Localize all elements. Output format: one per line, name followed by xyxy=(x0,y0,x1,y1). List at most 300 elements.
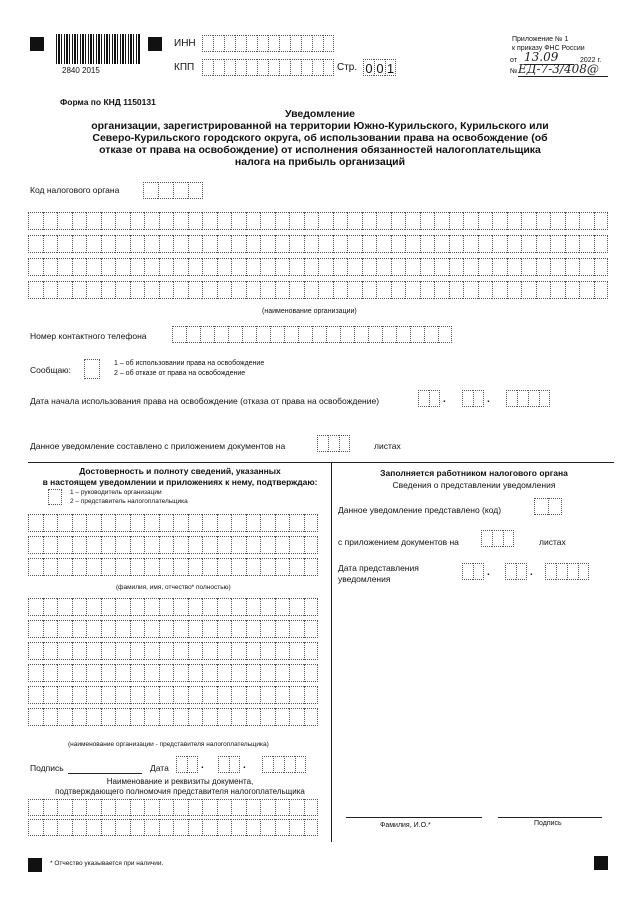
char-cell[interactable] xyxy=(86,686,101,704)
char-cell[interactable] xyxy=(86,536,101,554)
char-cell[interactable] xyxy=(43,708,58,726)
char-cell[interactable] xyxy=(242,326,256,343)
sign-date-month[interactable] xyxy=(218,756,240,773)
char-cell[interactable] xyxy=(86,598,101,616)
char-cell[interactable] xyxy=(159,258,174,276)
char-cell[interactable] xyxy=(188,620,203,638)
char-cell[interactable] xyxy=(115,598,130,616)
char-cell[interactable] xyxy=(28,819,43,836)
char-cell[interactable] xyxy=(275,598,290,616)
char-cell[interactable] xyxy=(231,620,246,638)
char-cell[interactable] xyxy=(304,819,319,836)
char-cell[interactable] xyxy=(246,212,261,230)
char-cell[interactable] xyxy=(347,281,362,299)
char-cell[interactable] xyxy=(289,686,304,704)
char-cell[interactable] xyxy=(86,212,101,230)
char-cell[interactable] xyxy=(188,799,203,816)
char-cell[interactable] xyxy=(289,212,304,230)
inn-field[interactable] xyxy=(202,35,334,52)
char-cell[interactable] xyxy=(391,258,406,276)
char-cell[interactable] xyxy=(43,664,58,682)
char-cell[interactable] xyxy=(420,258,435,276)
char-cell[interactable] xyxy=(159,536,174,554)
char-cell[interactable] xyxy=(438,326,452,343)
char-cell[interactable] xyxy=(144,686,159,704)
char-cell[interactable] xyxy=(173,620,188,638)
char-cell[interactable] xyxy=(159,642,174,660)
cell-row[interactable] xyxy=(28,799,318,816)
char-cell[interactable] xyxy=(72,642,87,660)
char-cell[interactable] xyxy=(507,281,522,299)
char-cell[interactable] xyxy=(217,281,232,299)
cell-row[interactable] xyxy=(28,819,318,836)
char-cell[interactable] xyxy=(521,212,536,230)
char-cell[interactable] xyxy=(115,708,130,726)
char-cell[interactable] xyxy=(101,686,116,704)
char-cell[interactable] xyxy=(188,212,203,230)
char-cell[interactable] xyxy=(188,642,203,660)
char-cell[interactable] xyxy=(86,642,101,660)
char-cell[interactable] xyxy=(565,258,580,276)
char-cell[interactable] xyxy=(217,708,232,726)
char-cell[interactable] xyxy=(463,212,478,230)
char-cell[interactable] xyxy=(72,212,87,230)
char-cell[interactable] xyxy=(270,326,284,343)
char-cell[interactable] xyxy=(86,514,101,532)
phone-field[interactable] xyxy=(172,326,452,343)
char-cell[interactable] xyxy=(200,326,214,343)
char-cell[interactable] xyxy=(231,819,246,836)
char-cell[interactable] xyxy=(536,235,551,253)
char-cell[interactable] xyxy=(521,235,536,253)
char-cell[interactable] xyxy=(130,258,145,276)
char-cell[interactable] xyxy=(101,708,116,726)
char-cell[interactable] xyxy=(28,686,43,704)
char-cell[interactable] xyxy=(289,536,304,554)
char-cell[interactable] xyxy=(405,258,420,276)
char-cell[interactable] xyxy=(246,620,261,638)
char-cell[interactable] xyxy=(43,558,58,576)
char-cell[interactable] xyxy=(275,686,290,704)
char-cell[interactable] xyxy=(159,708,174,726)
char-cell[interactable] xyxy=(188,558,203,576)
char-cell[interactable] xyxy=(101,819,116,836)
cell-row[interactable] xyxy=(28,514,318,532)
char-cell[interactable] xyxy=(246,686,261,704)
char-cell[interactable] xyxy=(275,642,290,660)
char-cell[interactable] xyxy=(550,258,565,276)
char-cell[interactable] xyxy=(347,235,362,253)
char-cell[interactable] xyxy=(246,642,261,660)
char-cell[interactable] xyxy=(594,281,609,299)
char-cell[interactable] xyxy=(579,281,594,299)
char-cell[interactable] xyxy=(130,708,145,726)
char-cell[interactable] xyxy=(43,536,58,554)
cell-row[interactable] xyxy=(28,558,318,576)
char-cell[interactable] xyxy=(173,708,188,726)
char-cell[interactable] xyxy=(246,799,261,816)
char-cell[interactable] xyxy=(144,819,159,836)
char-cell[interactable] xyxy=(289,708,304,726)
char-cell[interactable] xyxy=(434,258,449,276)
char-cell[interactable] xyxy=(202,708,217,726)
submitted-code-field[interactable] xyxy=(534,498,562,515)
char-cell[interactable] xyxy=(57,686,72,704)
char-cell[interactable] xyxy=(101,642,116,660)
char-cell[interactable] xyxy=(115,536,130,554)
char-cell[interactable] xyxy=(43,281,58,299)
char-cell[interactable] xyxy=(202,664,217,682)
char-cell[interactable] xyxy=(130,819,145,836)
char-cell[interactable] xyxy=(478,281,493,299)
char-cell[interactable] xyxy=(28,708,43,726)
char-cell[interactable] xyxy=(231,558,246,576)
char-cell[interactable] xyxy=(376,212,391,230)
char-cell[interactable] xyxy=(130,620,145,638)
char-cell[interactable] xyxy=(217,799,232,816)
char-cell[interactable] xyxy=(217,819,232,836)
char-cell[interactable] xyxy=(275,536,290,554)
char-cell[interactable] xyxy=(354,326,368,343)
char-cell[interactable] xyxy=(333,258,348,276)
char-cell[interactable] xyxy=(188,514,203,532)
start-date-year[interactable] xyxy=(506,390,550,407)
char-cell[interactable] xyxy=(173,686,188,704)
char-cell[interactable] xyxy=(214,326,228,343)
char-cell[interactable] xyxy=(101,514,116,532)
char-cell[interactable] xyxy=(396,326,410,343)
char-cell[interactable] xyxy=(536,212,551,230)
char-cell[interactable] xyxy=(275,664,290,682)
char-cell[interactable] xyxy=(231,514,246,532)
char-cell[interactable] xyxy=(594,212,609,230)
char-cell[interactable] xyxy=(304,212,319,230)
char-cell[interactable] xyxy=(173,598,188,616)
char-cell[interactable] xyxy=(246,536,261,554)
char-cell[interactable] xyxy=(382,326,396,343)
char-cell[interactable] xyxy=(159,598,174,616)
char-cell[interactable] xyxy=(144,799,159,816)
char-cell[interactable] xyxy=(130,686,145,704)
char-cell[interactable] xyxy=(188,708,203,726)
char-cell[interactable] xyxy=(28,558,43,576)
char-cell[interactable] xyxy=(492,235,507,253)
char-cell[interactable] xyxy=(565,212,580,230)
char-cell[interactable] xyxy=(115,514,130,532)
char-cell[interactable] xyxy=(217,620,232,638)
char-cell[interactable] xyxy=(130,212,145,230)
char-cell[interactable] xyxy=(246,598,261,616)
char-cell[interactable] xyxy=(130,514,145,532)
char-cell[interactable] xyxy=(463,258,478,276)
char-cell[interactable] xyxy=(202,536,217,554)
char-cell[interactable] xyxy=(72,258,87,276)
char-cell[interactable] xyxy=(159,620,174,638)
char-cell[interactable] xyxy=(420,281,435,299)
char-cell[interactable] xyxy=(304,620,319,638)
char-cell[interactable] xyxy=(188,819,203,836)
kpp-field[interactable] xyxy=(202,59,334,76)
char-cell[interactable] xyxy=(376,281,391,299)
char-cell[interactable] xyxy=(43,620,58,638)
char-cell[interactable] xyxy=(478,212,493,230)
char-cell[interactable] xyxy=(217,235,232,253)
char-cell[interactable] xyxy=(405,212,420,230)
char-cell[interactable] xyxy=(173,514,188,532)
char-cell[interactable] xyxy=(246,664,261,682)
char-cell[interactable] xyxy=(130,598,145,616)
char-cell[interactable] xyxy=(318,281,333,299)
char-cell[interactable] xyxy=(144,235,159,253)
char-cell[interactable] xyxy=(57,212,72,230)
char-cell[interactable] xyxy=(57,642,72,660)
char-cell[interactable] xyxy=(86,799,101,816)
char-cell[interactable] xyxy=(101,235,116,253)
char-cell[interactable] xyxy=(434,281,449,299)
char-cell[interactable] xyxy=(318,258,333,276)
char-cell[interactable] xyxy=(550,212,565,230)
char-cell[interactable] xyxy=(289,235,304,253)
char-cell[interactable] xyxy=(260,514,275,532)
char-cell[interactable] xyxy=(159,281,174,299)
cell-row[interactable] xyxy=(28,620,318,638)
char-cell[interactable] xyxy=(565,235,580,253)
char-cell[interactable] xyxy=(304,598,319,616)
char-cell[interactable] xyxy=(57,281,72,299)
char-cell[interactable] xyxy=(275,819,290,836)
char-cell[interactable] xyxy=(28,536,43,554)
char-cell[interactable] xyxy=(130,799,145,816)
char-cell[interactable] xyxy=(594,235,609,253)
char-cell[interactable] xyxy=(275,212,290,230)
char-cell[interactable] xyxy=(115,281,130,299)
char-cell[interactable] xyxy=(217,514,232,532)
char-cell[interactable] xyxy=(536,281,551,299)
char-cell[interactable] xyxy=(188,686,203,704)
char-cell[interactable] xyxy=(275,558,290,576)
char-cell[interactable] xyxy=(492,258,507,276)
char-cell[interactable] xyxy=(246,281,261,299)
char-cell[interactable] xyxy=(260,642,275,660)
char-cell[interactable] xyxy=(86,620,101,638)
char-cell[interactable] xyxy=(463,235,478,253)
char-cell[interactable] xyxy=(478,235,493,253)
char-cell[interactable] xyxy=(449,281,464,299)
char-cell[interactable] xyxy=(144,558,159,576)
char-cell[interactable] xyxy=(28,642,43,660)
char-cell[interactable] xyxy=(159,664,174,682)
char-cell[interactable] xyxy=(231,642,246,660)
char-cell[interactable] xyxy=(86,258,101,276)
staff-name-line[interactable] xyxy=(346,817,482,818)
char-cell[interactable] xyxy=(246,819,261,836)
char-cell[interactable] xyxy=(289,514,304,532)
char-cell[interactable] xyxy=(318,235,333,253)
char-cell[interactable] xyxy=(449,212,464,230)
char-cell[interactable] xyxy=(202,620,217,638)
char-cell[interactable] xyxy=(347,258,362,276)
char-cell[interactable] xyxy=(333,212,348,230)
char-cell[interactable] xyxy=(368,326,382,343)
char-cell[interactable] xyxy=(86,819,101,836)
submission-date-day[interactable] xyxy=(462,563,484,580)
char-cell[interactable] xyxy=(43,799,58,816)
char-cell[interactable] xyxy=(246,258,261,276)
char-cell[interactable] xyxy=(312,326,326,343)
char-cell[interactable] xyxy=(246,514,261,532)
char-cell[interactable] xyxy=(57,620,72,638)
char-cell[interactable] xyxy=(231,212,246,230)
char-cell[interactable] xyxy=(202,686,217,704)
char-cell[interactable] xyxy=(86,708,101,726)
char-cell[interactable] xyxy=(579,258,594,276)
char-cell[interactable] xyxy=(188,598,203,616)
char-cell[interactable] xyxy=(362,235,377,253)
char-cell[interactable] xyxy=(159,819,174,836)
cell-row[interactable] xyxy=(28,258,608,276)
char-cell[interactable] xyxy=(275,799,290,816)
char-cell[interactable] xyxy=(202,799,217,816)
char-cell[interactable] xyxy=(376,235,391,253)
char-cell[interactable] xyxy=(101,558,116,576)
char-cell[interactable] xyxy=(173,258,188,276)
char-cell[interactable] xyxy=(434,235,449,253)
char-cell[interactable] xyxy=(304,281,319,299)
char-cell[interactable] xyxy=(304,514,319,532)
char-cell[interactable] xyxy=(217,686,232,704)
char-cell[interactable] xyxy=(57,664,72,682)
char-cell[interactable] xyxy=(202,212,217,230)
with-docs-sheets-field[interactable] xyxy=(481,530,514,547)
char-cell[interactable] xyxy=(28,212,43,230)
cell-row[interactable] xyxy=(28,536,318,554)
char-cell[interactable] xyxy=(391,281,406,299)
char-cell[interactable] xyxy=(115,664,130,682)
char-cell[interactable] xyxy=(173,799,188,816)
char-cell[interactable] xyxy=(86,558,101,576)
char-cell[interactable] xyxy=(231,281,246,299)
char-cell[interactable] xyxy=(144,258,159,276)
char-cell[interactable] xyxy=(115,799,130,816)
char-cell[interactable] xyxy=(256,326,270,343)
char-cell[interactable] xyxy=(260,664,275,682)
char-cell[interactable] xyxy=(217,212,232,230)
char-cell[interactable] xyxy=(159,212,174,230)
char-cell[interactable] xyxy=(101,281,116,299)
char-cell[interactable] xyxy=(298,326,312,343)
char-cell[interactable] xyxy=(72,819,87,836)
char-cell[interactable] xyxy=(72,664,87,682)
char-cell[interactable] xyxy=(57,558,72,576)
char-cell[interactable] xyxy=(217,642,232,660)
cell-row[interactable] xyxy=(28,598,318,616)
char-cell[interactable] xyxy=(594,258,609,276)
char-cell[interactable] xyxy=(202,514,217,532)
char-cell[interactable] xyxy=(550,235,565,253)
cell-row[interactable] xyxy=(28,664,318,682)
char-cell[interactable] xyxy=(231,258,246,276)
char-cell[interactable] xyxy=(260,799,275,816)
char-cell[interactable] xyxy=(275,620,290,638)
char-cell[interactable] xyxy=(260,819,275,836)
char-cell[interactable] xyxy=(43,212,58,230)
char-cell[interactable] xyxy=(173,212,188,230)
char-cell[interactable] xyxy=(376,258,391,276)
char-cell[interactable] xyxy=(304,708,319,726)
char-cell[interactable] xyxy=(173,664,188,682)
sign-date-year[interactable] xyxy=(262,756,306,773)
char-cell[interactable] xyxy=(101,799,116,816)
char-cell[interactable] xyxy=(391,235,406,253)
char-cell[interactable] xyxy=(289,799,304,816)
char-cell[interactable] xyxy=(333,235,348,253)
char-cell[interactable] xyxy=(550,281,565,299)
char-cell[interactable] xyxy=(144,642,159,660)
char-cell[interactable] xyxy=(275,514,290,532)
char-cell[interactable] xyxy=(260,258,275,276)
char-cell[interactable] xyxy=(28,258,43,276)
char-cell[interactable] xyxy=(57,708,72,726)
attachment-sheets-field[interactable] xyxy=(317,435,350,452)
tax-authority-code-field[interactable] xyxy=(143,182,203,199)
char-cell[interactable] xyxy=(101,258,116,276)
char-cell[interactable] xyxy=(172,326,186,343)
char-cell[interactable] xyxy=(43,258,58,276)
char-cell[interactable] xyxy=(188,258,203,276)
char-cell[interactable] xyxy=(260,235,275,253)
char-cell[interactable] xyxy=(304,799,319,816)
submission-date-month[interactable] xyxy=(505,563,527,580)
char-cell[interactable] xyxy=(260,708,275,726)
char-cell[interactable] xyxy=(362,281,377,299)
char-cell[interactable] xyxy=(43,514,58,532)
cell-row[interactable] xyxy=(28,642,318,660)
char-cell[interactable] xyxy=(115,235,130,253)
char-cell[interactable] xyxy=(347,212,362,230)
char-cell[interactable] xyxy=(579,212,594,230)
char-cell[interactable] xyxy=(304,536,319,554)
char-cell[interactable] xyxy=(86,664,101,682)
char-cell[interactable] xyxy=(231,536,246,554)
char-cell[interactable] xyxy=(246,235,261,253)
char-cell[interactable] xyxy=(362,258,377,276)
char-cell[interactable] xyxy=(260,558,275,576)
submission-date-year[interactable] xyxy=(545,563,589,580)
char-cell[interactable] xyxy=(289,664,304,682)
char-cell[interactable] xyxy=(521,258,536,276)
char-cell[interactable] xyxy=(405,281,420,299)
char-cell[interactable] xyxy=(231,235,246,253)
char-cell[interactable] xyxy=(130,642,145,660)
char-cell[interactable] xyxy=(231,664,246,682)
char-cell[interactable] xyxy=(260,212,275,230)
char-cell[interactable] xyxy=(43,819,58,836)
char-cell[interactable] xyxy=(130,536,145,554)
char-cell[interactable] xyxy=(43,686,58,704)
char-cell[interactable] xyxy=(159,799,174,816)
char-cell[interactable] xyxy=(101,598,116,616)
char-cell[interactable] xyxy=(231,598,246,616)
char-cell[interactable] xyxy=(289,819,304,836)
char-cell[interactable] xyxy=(217,536,232,554)
char-cell[interactable] xyxy=(289,642,304,660)
signature-line[interactable] xyxy=(68,773,142,774)
char-cell[interactable] xyxy=(507,258,522,276)
char-cell[interactable] xyxy=(57,819,72,836)
char-cell[interactable] xyxy=(410,326,424,343)
char-cell[interactable] xyxy=(101,536,116,554)
char-cell[interactable] xyxy=(115,212,130,230)
